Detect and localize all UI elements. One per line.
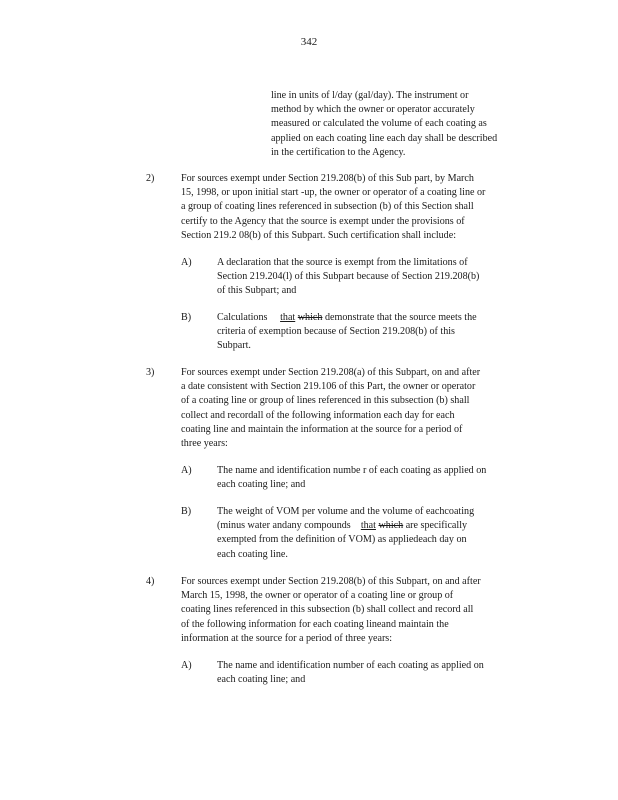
item-number: 3) bbox=[146, 367, 155, 378]
text-line: For sources exempt under Section 219.208(b) of this Subpart, on and after bbox=[181, 576, 481, 587]
item-2-paragraph bbox=[181, 172, 485, 243]
text-line: in the certification to the Agency. bbox=[271, 146, 406, 158]
text-run: (minus water andany compounds bbox=[217, 520, 351, 532]
text-line: each coating line; and bbox=[217, 674, 306, 686]
text-line: The name and identification number of each coating as applied on bbox=[217, 660, 484, 671]
text-line: 15, 1998, or upon initial start -up, the owner or operator of a coating line or bbox=[181, 187, 486, 199]
text-line: a group of coating lines referenced in subsection (b) of this Section shall bbox=[181, 201, 474, 213]
item-3-sub-a bbox=[217, 464, 486, 492]
subitem-label: B) bbox=[181, 506, 192, 517]
text-line: each coating line; and bbox=[217, 479, 306, 491]
text-line: three years: bbox=[181, 438, 228, 450]
text-line: coating lines referenced in this subsection (b) shall collect and record all bbox=[181, 604, 474, 616]
text-line: For sources exempt under Section 219.208(b) of this Sub part, by March bbox=[181, 173, 474, 184]
text-line: The weight of VOM per volume and the volume of eachcoating bbox=[217, 506, 475, 517]
text-run: are specifically bbox=[405, 520, 468, 532]
text-line bbox=[217, 519, 474, 533]
subitem-label: A) bbox=[181, 660, 192, 671]
text-line: line in units of l/day (gal/day). The instrument or bbox=[271, 90, 469, 101]
text-line bbox=[217, 311, 477, 325]
text-line: A declaration that the source is exempt from the limitations of bbox=[217, 257, 468, 268]
text-line: information at the source for a period of three years: bbox=[181, 632, 393, 644]
text-line: criteria of exemption because of Section 219.208(b) of this bbox=[217, 326, 455, 338]
text-line: of a coating line or group of lines referenced in this subsection (b) shall bbox=[181, 395, 470, 407]
item-number: 2) bbox=[146, 173, 155, 184]
text-line: The name and identification numbe r of each coating as applied on bbox=[217, 465, 487, 476]
text-line: Section 219.204(l) of this Subpart because of Section 219.208(b) bbox=[217, 271, 480, 283]
text-line: measured or calculated the volume of each coating as bbox=[271, 118, 487, 130]
item-2-sub-b bbox=[217, 311, 477, 354]
item-3-sub-b bbox=[217, 505, 474, 562]
subitem-label: B) bbox=[181, 312, 192, 323]
text-line: March 15, 1998, the owner or operator of a coating line or group of bbox=[181, 590, 454, 602]
text-line: Section 219.2 08(b) of this Subpart. Such certification shall include: bbox=[181, 229, 457, 241]
text-line: each coating line. bbox=[217, 548, 288, 560]
inserted-text: that bbox=[280, 312, 296, 323]
text-line: exempted from the definition of VOM) as appliedeach day on bbox=[217, 534, 467, 546]
intro-paragraph bbox=[271, 89, 497, 160]
item-4-sub-a bbox=[217, 659, 484, 687]
text-line: certify to the Agency that the source is exempt under the provisions of bbox=[181, 215, 465, 227]
text-line: collect and recordall of the following information each day for each bbox=[181, 409, 455, 421]
subitem-label: A) bbox=[181, 257, 192, 268]
item-3-paragraph bbox=[181, 366, 480, 451]
text-line: coating line and maintain the information at the source for a period of bbox=[181, 423, 463, 435]
text-run: Calculations bbox=[217, 312, 268, 323]
text-run: demonstrate that the source meets the bbox=[324, 312, 477, 323]
deleted-text: which bbox=[378, 520, 404, 532]
text-line: a date consistent with Section 219.106 of this Part, the owner or operator bbox=[181, 381, 476, 393]
deleted-text: which bbox=[297, 312, 323, 323]
text-line: of the following information for each coating lineand maintain the bbox=[181, 618, 449, 630]
item-2-sub-a bbox=[217, 256, 479, 299]
text-line: of this Subpart; and bbox=[217, 285, 297, 297]
page-number: 342 bbox=[300, 36, 318, 48]
text-line: Subpart. bbox=[217, 340, 251, 352]
subitem-label: A) bbox=[181, 465, 192, 476]
item-4-paragraph bbox=[181, 575, 481, 646]
text-line: applied on each coating line each day shall be described bbox=[271, 132, 498, 144]
item-number: 4) bbox=[146, 576, 155, 587]
inserted-text: that bbox=[360, 520, 376, 532]
text-line: For sources exempt under Section 219.208(a) of this Subpart, on and after bbox=[181, 367, 481, 378]
text-line: method by which the owner or operator accurately bbox=[271, 104, 475, 116]
